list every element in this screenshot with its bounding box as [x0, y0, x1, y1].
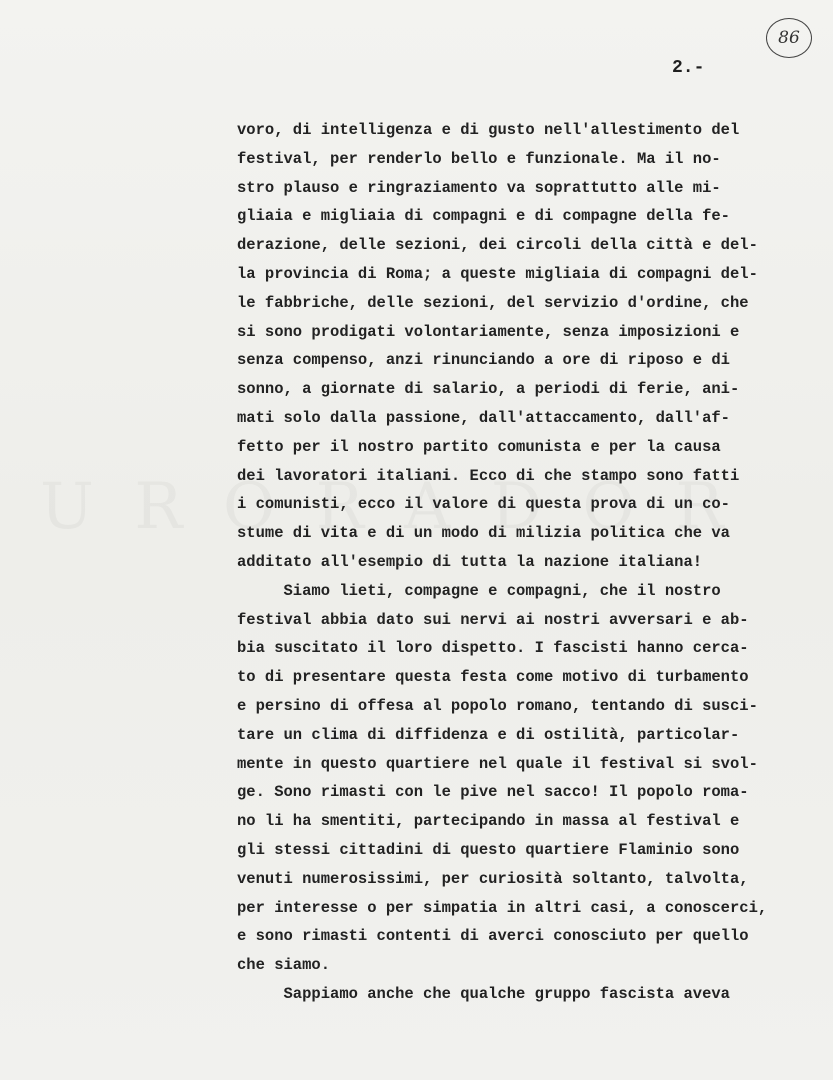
typewritten-body	[237, 116, 817, 1009]
text-line: voro, di intelligenza e di gusto nell'allestimento del	[237, 121, 740, 139]
text-line: mente in questo quartiere nel quale il festival si svol-	[237, 754, 758, 773]
text-line: no li ha smentiti, partecipando in massa al festival e	[237, 812, 740, 831]
text-line: gli stessi cittadini di questo quartiere Flaminio sono	[237, 840, 740, 859]
text-line: derazione, delle sezioni, dei circoli della città e del-	[237, 236, 758, 255]
text-line: che siamo.	[237, 956, 331, 975]
text-line: ge. Sono rimasti con le pive nel sacco! Il popolo roma-	[237, 783, 749, 802]
text-line: mati solo dalla passione, dall'attaccamento, dall'af-	[237, 408, 730, 427]
text-line: bia suscitato il loro dispetto. I fascisti hanno cerca-	[237, 639, 749, 658]
text-line: additato all'esempio di tutta la nazione italiana!	[237, 552, 703, 571]
text-line: e persino di offesa al popolo romano, tentando di susci-	[237, 696, 758, 715]
text-line: per interesse o per simpatia in altri casi, a conoscerci,	[237, 898, 768, 917]
text-line: si sono prodigati volontariamente, senza imposizioni e	[237, 322, 740, 341]
text-line: stume di vita e di un modo di milizia politica che va	[237, 524, 730, 543]
text-line: stro plauso e ringraziamento va soprattutto alle mi-	[237, 178, 721, 197]
folio-mark-text: 86	[778, 28, 800, 48]
text-line: Sappiamo anche che qualche gruppo fascista aveva	[237, 984, 730, 1003]
page-number: 2.-	[672, 58, 705, 78]
text-line: to di presentare questa festa come motivo di turbamento	[237, 668, 749, 687]
text-line: senza compenso, anzi rinunciando a ore di riposo e di	[237, 351, 730, 370]
text-line: dei lavoratori italiani. Ecco di che stampo sono fatti	[237, 466, 740, 485]
handwritten-folio-mark	[766, 18, 812, 58]
text-line: Siamo lieti, compagne e compagni, che il nostro	[237, 581, 721, 600]
text-line: tare un clima di diffidenza e di ostilità, particolar-	[237, 725, 740, 744]
text-line: e sono rimasti contenti di averci conosciuto per quello	[237, 927, 749, 946]
text-line: sonno, a giornate di salario, a periodi di ferie, ani-	[237, 380, 740, 399]
text-line: festival abbia dato sui nervi ai nostri avversari e ab-	[237, 610, 749, 629]
text-line: festival, per renderlo bello e funzionale. Ma il no-	[237, 149, 721, 168]
text-line: le fabbriche, delle sezioni, del servizio d'ordine, che	[237, 293, 749, 312]
text-line: i comunisti, ecco il valore di questa prova di un co-	[237, 495, 730, 514]
text-line: gliaia e migliaia di compagni e di compagne della fe-	[237, 207, 730, 226]
text-line: la provincia di Roma; a queste migliaia di compagni del-	[237, 264, 758, 283]
text-line: venuti numerosissimi, per curiosità soltanto, talvolta,	[237, 869, 749, 888]
text-line: fetto per il nostro partito comunista e per la causa	[237, 437, 721, 456]
